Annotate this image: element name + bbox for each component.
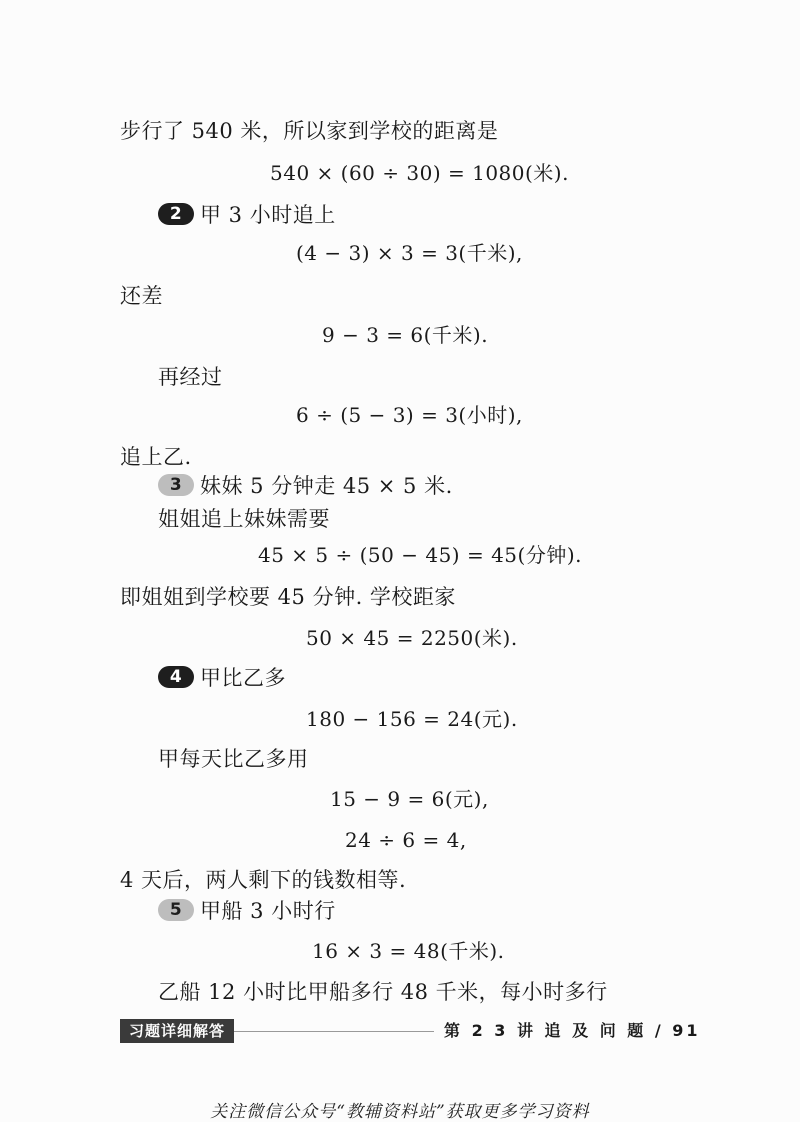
watermark-text: 关注微信公众号“教辅资料站”获取更多学习资料 bbox=[210, 1102, 590, 1122]
equation: 6 ÷ (5 − 3) = 3(小时), bbox=[296, 403, 523, 427]
equation: (4 − 3) × 3 = 3(千米), bbox=[296, 241, 523, 265]
text-line: 甲比乙多 bbox=[200, 666, 286, 690]
text-line: 再经过 bbox=[158, 365, 223, 389]
equation: 24 ÷ 6 = 4, bbox=[345, 828, 467, 852]
problem-2-line bbox=[158, 200, 336, 230]
footer-chapter-page: 第 2 3 讲 追 及 问 题 / 91 bbox=[444, 1021, 701, 1040]
text-line: 乙船 12 小时比甲船多行 48 千米，每小时多行 bbox=[158, 980, 608, 1004]
problem-number-badge: 4 bbox=[158, 666, 194, 688]
text-line: 即姐姐到学校要 45 分钟. 学校距家 bbox=[120, 585, 456, 609]
problem-number-badge: 2 bbox=[158, 203, 194, 225]
footer-divider bbox=[234, 1031, 434, 1032]
text-line: 甲 3 小时追上 bbox=[200, 203, 336, 227]
problem-5-line bbox=[158, 896, 336, 926]
text-line: 甲船 3 小时行 bbox=[200, 899, 336, 923]
text-line: 甲每天比乙多用 bbox=[158, 747, 309, 771]
text-line: 还差 bbox=[120, 284, 163, 308]
equation: 15 − 9 = 6(元), bbox=[330, 787, 489, 811]
text-line: 4 天后，两人剩下的钱数相等. bbox=[120, 868, 407, 892]
equation: 180 − 156 = 24(元). bbox=[306, 707, 518, 731]
text-line: 姐姐追上妹妹需要 bbox=[158, 507, 330, 531]
equation: 9 − 3 = 6(千米). bbox=[322, 323, 489, 347]
problem-3-line bbox=[158, 471, 453, 501]
footer-section-tag: 习题详细解答 bbox=[120, 1019, 234, 1043]
equation: 50 × 45 = 2250(米). bbox=[306, 626, 518, 650]
text-line: 步行了 540 米，所以家到学校的距离是 bbox=[120, 119, 499, 143]
problem-number-badge: 3 bbox=[158, 474, 194, 496]
text-line: 追上乙. bbox=[120, 445, 192, 469]
problem-4-line bbox=[158, 663, 286, 693]
problem-number-badge: 5 bbox=[158, 899, 194, 921]
equation: 16 × 3 = 48(千米). bbox=[312, 939, 505, 963]
equation: 540 × (60 ÷ 30) = 1080(米). bbox=[270, 161, 569, 185]
text-line: 妹妹 5 分钟走 45 × 5 米. bbox=[200, 474, 453, 498]
equation: 45 × 5 ÷ (50 − 45) = 45(分钟). bbox=[258, 543, 582, 567]
